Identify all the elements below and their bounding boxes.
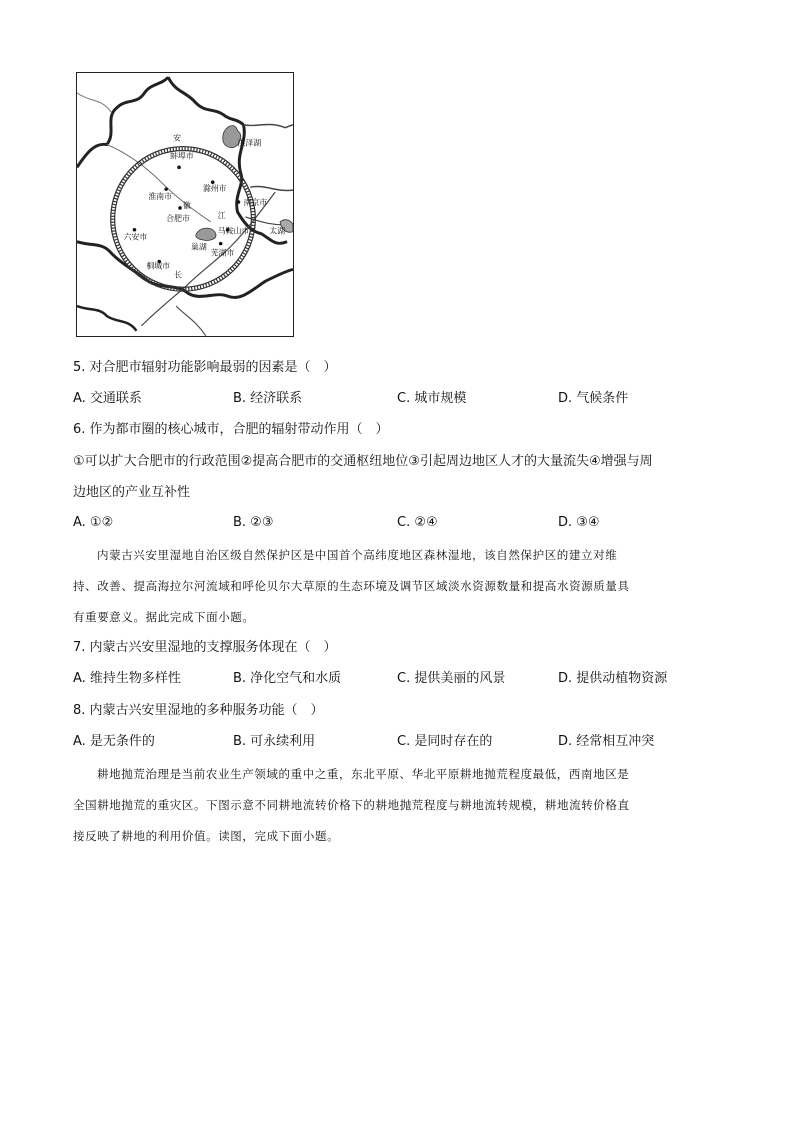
border-line-6 <box>176 306 206 336</box>
label-tongcheng: 桐城市 <box>146 261 171 271</box>
chaohu-lake <box>196 228 216 240</box>
city-dot-luan <box>133 228 137 232</box>
border-line-3 <box>250 186 293 190</box>
passage-wetland-line1: 内蒙古兴安里湿地自治区级自然保护区是中国首个高纬度地区森林湿地，该自然保护区的建立对维 <box>97 548 618 562</box>
q5-option-d[interactable]: D. 气候条件 <box>558 391 629 406</box>
q7-option-c[interactable]: C. 提供美丽的风景 <box>397 671 506 686</box>
passage-wetland-line2: 持、改善、提高海拉尔河流域和呼伦贝尔大草原的生态环境及调节区域淡水资源数量和提高水资源质量具 <box>73 579 630 593</box>
province-boundary-west <box>77 77 168 167</box>
border-line-5 <box>77 93 112 113</box>
label-nanjing: 南京市 <box>243 197 268 207</box>
city-dot-nanjing <box>237 200 241 204</box>
label-huainan: 淮南市 <box>148 192 173 202</box>
q7-option-b[interactable]: B. 净化空气和水质 <box>233 671 342 686</box>
hefei-metro-map <box>76 72 294 337</box>
map-svg <box>77 73 293 336</box>
river-line <box>107 145 211 222</box>
q8-stem: 8. 内蒙古兴安里湿地的多种服务功能（ ） <box>73 703 324 718</box>
q7-stem: 7. 内蒙古兴安里湿地的支撑服务体现在（ ） <box>73 640 337 655</box>
q8-option-d[interactable]: D. 经常相互冲突 <box>558 734 655 749</box>
passage-farmland <box>73 759 723 852</box>
province-boundary-north <box>168 77 243 125</box>
q6-stem: 6. 作为都市圈的核心城市，合肥的辐射带动作用（ ） <box>73 422 389 437</box>
passage-farmland-line3: 接反映了耕地的利用价值。读图，完成下面小题。 <box>73 829 340 843</box>
q6-statement-line2: 边地区的产业互补性 <box>73 485 191 500</box>
city-dot-hefei <box>178 206 182 210</box>
q6-option-c[interactable]: C. ②④ <box>397 515 438 530</box>
label-luan: 六安市 <box>123 232 148 242</box>
label-taihu: 太湖 <box>269 226 286 236</box>
label-bengbu: 蚌埠市 <box>170 151 194 161</box>
q6-statement-line1: ①可以扩大合肥市的行政范围②提高合肥市的交通枢纽地位③引起周边地区人才的大量流失④增强与周 <box>73 454 653 469</box>
q6-option-a[interactable]: A. ①② <box>73 515 114 530</box>
passage-farmland-line2: 全国耕地抛荒的重灾区。下图示意不同耕地流转价格下的耕地抛荒程度与耕地流转规模，耕地流转价格直 <box>73 798 630 812</box>
q5-option-a[interactable]: A. 交通联系 <box>73 391 142 406</box>
label-an: 安 <box>173 133 182 143</box>
city-dot-bengbu <box>177 166 181 170</box>
q7-option-a[interactable]: A. 维持生物多样性 <box>73 671 181 686</box>
q8-option-c[interactable]: C. 是同时存在的 <box>397 734 493 749</box>
q5-stem: 5. 对合肥市辐射功能影响最弱的因素是（ ） <box>73 360 337 375</box>
label-chaohu: 巢湖 <box>190 242 207 252</box>
q6-option-d[interactable]: D. ③④ <box>558 515 600 530</box>
q5-option-b[interactable]: B. 经济联系 <box>233 391 303 406</box>
label-hefei: 合肥市 <box>166 213 190 223</box>
q8-option-b[interactable]: B. 可永续利用 <box>233 734 316 749</box>
q6-option-b[interactable]: B. ②③ <box>233 515 274 530</box>
q5-option-c[interactable]: C. 城市规模 <box>397 391 467 406</box>
passage-farmland-line1: 耕地抛荒治理是当前农业生产领域的重中之重，东北平原、华北平原耕地抛荒程度最低，西南地区是 <box>97 767 630 781</box>
passage-wetland-line3: 有重要意义。据此完成下面小题。 <box>73 610 255 624</box>
city-dot-huainan <box>164 187 168 191</box>
label-chang: 长 <box>174 270 183 280</box>
border-line-2 <box>243 125 293 128</box>
label-wuhu: 芜湖市 <box>210 248 235 258</box>
city-dot-wuhu <box>219 242 223 246</box>
label-chuzhou: 滁州市 <box>202 184 227 194</box>
passage-wetland <box>73 540 723 633</box>
province-boundary-southwest <box>77 306 136 331</box>
label-jiang: 江 <box>217 210 226 220</box>
label-hui: 徽 <box>183 200 191 210</box>
label-maanshan: 马鞍山市 <box>217 226 250 236</box>
province-boundary-south <box>77 242 293 298</box>
q7-option-d[interactable]: D. 提供动植物资源 <box>558 671 668 686</box>
label-hongze: 洪泽湖 <box>237 138 262 148</box>
q8-option-a[interactable]: A. 是无条件的 <box>73 734 155 749</box>
